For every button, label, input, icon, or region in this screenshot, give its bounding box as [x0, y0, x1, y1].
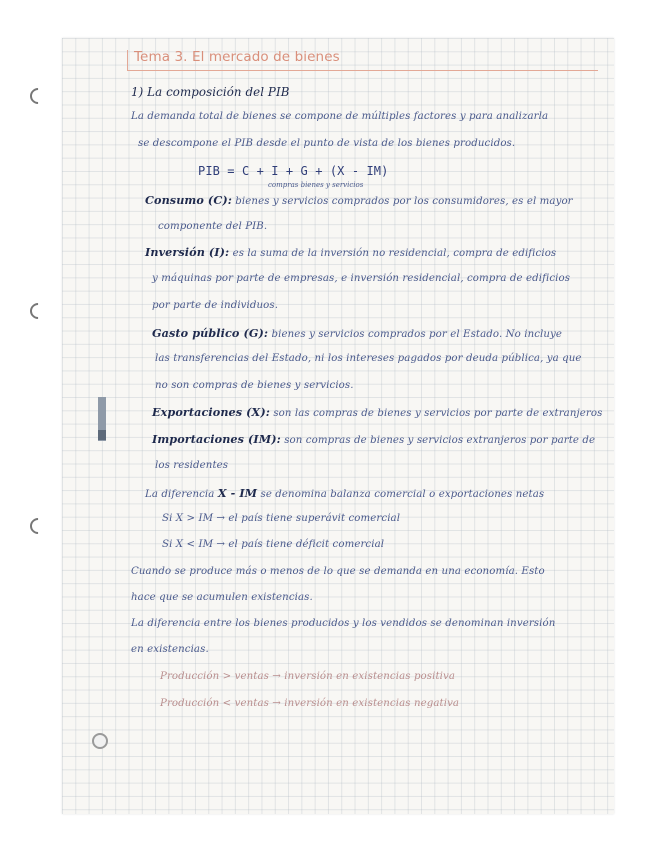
term-consumo: Consumo (C):: [145, 193, 232, 207]
text-line: Producción < ventas → inversión en existencias negativa: [160, 698, 460, 709]
definition: bienes y servicios comprados por el Estado. No incluye: [271, 329, 563, 340]
formula-note: compras bienes y servicios: [268, 181, 364, 189]
text-line: [152, 405, 602, 421]
binder-ring: [27, 515, 50, 538]
definition: es la suma de la inversión no residencial, compra de edificios: [232, 248, 557, 259]
text-line: La diferencia entre los bienes producidos y los vendidos se denominan inversión: [131, 618, 556, 629]
text-line: Si X > IM → el país tiene superávit comercial: [162, 513, 401, 524]
text-line: en existencias.: [131, 644, 209, 655]
text-line: Si X < IM → el país tiene déficit comercial: [162, 539, 385, 550]
text-line: hace que se acumulen existencias.: [131, 592, 313, 603]
text-line: componente del PIB.: [158, 221, 268, 232]
text-line: [152, 326, 562, 342]
text-line: [145, 486, 544, 502]
text-line: no son compras de bienes y servicios.: [155, 380, 354, 391]
term-importaciones: Importaciones (IM):: [152, 432, 281, 446]
text-fragment: se denomina balanza comercial o exportaciones netas: [260, 489, 545, 500]
term-exportaciones: Exportaciones (X):: [152, 405, 270, 419]
text-line: [152, 432, 595, 448]
text-line: Producción > ventas → inversión en existencias positiva: [160, 671, 456, 682]
term-inversion: Inversión (I):: [145, 245, 230, 259]
definition: son compras de bienes y servicios extranjeros por parte de: [284, 435, 596, 446]
definition: bienes y servicios comprados por los consumidores, es el mayor: [235, 196, 573, 207]
text-line: los residentes: [155, 460, 229, 471]
definition: son las compras de bienes y servicios por parte de extranjeros: [273, 408, 603, 419]
section-heading: 1) La composición del PIB: [131, 85, 290, 99]
page-title: Tema 3. El mercado de bienes: [134, 49, 340, 65]
page-marker-tab: [98, 430, 106, 440]
text-line: y máquinas por parte de empresas, e inversión residencial, compra de edificios: [152, 273, 571, 284]
text-line: La demanda total de bienes se compone de múltiples factores y para analizarla: [131, 111, 549, 122]
text-line: se descompone el PIB desde el punto de vista de los bienes producidos.: [138, 138, 516, 149]
text-line: las transferencias del Estado, ni los intereses pagados por deuda pública, ya que: [155, 353, 582, 364]
binder-hole: [92, 733, 108, 749]
text-line: [145, 245, 556, 261]
text-line: por parte de individuos.: [152, 300, 279, 311]
text-fragment: La diferencia: [145, 489, 215, 500]
term-diferencia: X - IM: [217, 486, 258, 500]
term-gasto: Gasto público (G):: [152, 326, 269, 340]
text-line: [145, 193, 573, 209]
text-line: Cuando se produce más o menos de lo que se demanda en una economía. Esto: [131, 566, 545, 577]
binder-ring: [27, 300, 50, 323]
formula: PIB = C + I + G + (X - IM): [198, 164, 389, 178]
binder-ring: [27, 85, 50, 108]
